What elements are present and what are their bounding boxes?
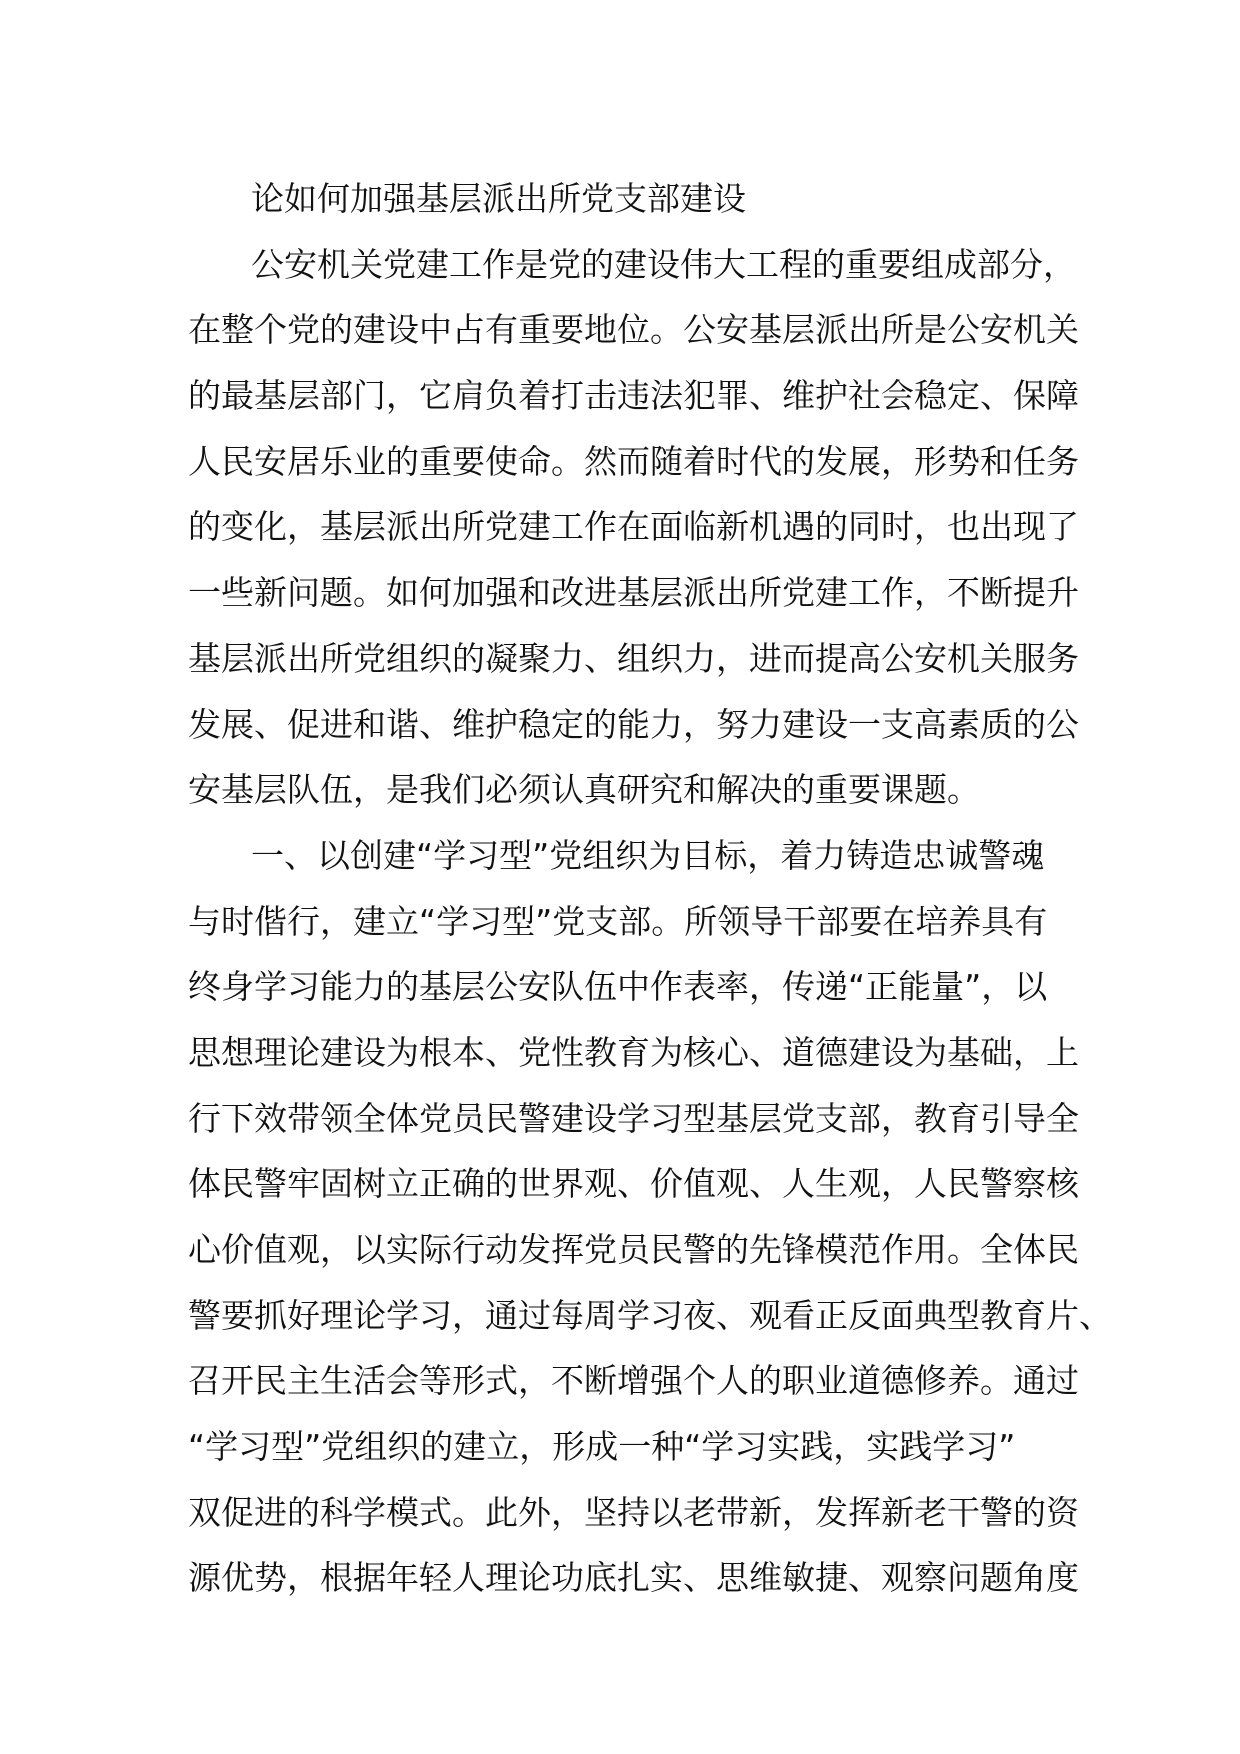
paragraph-line: 终身学习能力的基层公安队伍中作表率，传递“正能量”，以 (188, 967, 1048, 1007)
paragraph-line: 人民安居乐业的重要使命。然而随着时代的发展，形势和任务 (188, 441, 1079, 481)
paragraph-line: 发展、促进和谐、维护稳定的能力，努力建设一支高素质的公 (188, 704, 1079, 744)
paragraph-line: 双促进的科学模式。此外，坚持以老带新，发挥新老干警的资 (188, 1492, 1079, 1532)
paragraph-1 (188, 232, 1079, 823)
paragraph-line: 体民警牢固树立正确的世界观、价值观、人生观，人民警察核 (188, 1164, 1079, 1204)
paragraph-line: 的最基层部门，它肩负着打击违法犯罪、维护社会稳定、保障 (188, 376, 1079, 416)
paragraph-line: 行下效带领全体党员民警建设学习型基层党支部，教育引导全 (188, 1098, 1079, 1138)
document-body (188, 166, 1112, 1611)
paragraph-line: 一些新问题。如何加强和改进基层派出所党建工作，不断提升 (188, 573, 1079, 613)
paragraph-line: 安基层队伍，是我们必须认真研究和解决的重要课题。 (188, 770, 980, 810)
document-title: 论如何加强基层派出所党支部建设 (251, 179, 746, 218)
paragraph-line: 思想理论建设为根本、党性教育为核心、道德建设为基础，上 (188, 1032, 1079, 1072)
paragraph-line: “学习型”党组织的建立，形成一种“学习实践，实践学习” (188, 1427, 1016, 1467)
paragraph-line: 与时偕行，建立“学习型”党支部。所领导干部要在培养具有 (188, 901, 1048, 941)
paragraph-line: 基层派出所党组织的凝聚力、组织力，进而提高公安机关服务 (188, 638, 1079, 678)
paragraph-line: 的变化，基层派出所党建工作在面临新机遇的同时，也出现了 (188, 507, 1079, 547)
paragraph-line: 源优势，根据年轻人理论功底扎实、思维敏捷、观察问题角度 (188, 1558, 1079, 1598)
paragraph-line: 心价值观，以实际行动发挥党员民警的先锋模范作用。全体民 (188, 1230, 1079, 1269)
paragraph-line: 公安机关党建工作是党的建设伟大工程的重要组成部分， (251, 244, 1076, 284)
paragraph-2 (188, 823, 1112, 1611)
paragraph-line: 在整个党的建设中占有重要地位。公安基层派出所是公安机关 (188, 310, 1079, 350)
paragraph-line: 一、以创建“学习型”党组织为目标，着力铸造忠诚警魂 (251, 835, 1045, 875)
paragraph-line: 召开民主生活会等形式，不断增强个人的职业道德修养。通过 (188, 1361, 1079, 1401)
paragraph-line: 警要抓好理论学习，通过每周学习夜、观看正反面典型教育片、 (188, 1295, 1112, 1335)
